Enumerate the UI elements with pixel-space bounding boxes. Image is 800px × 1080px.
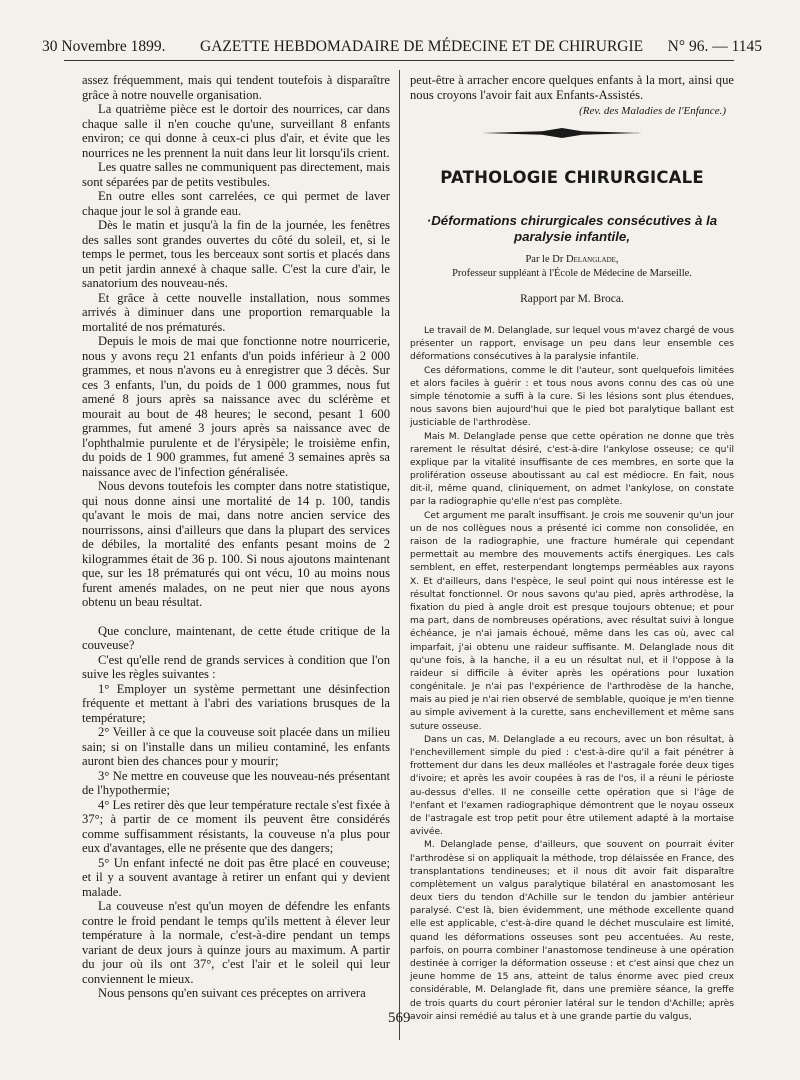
- right-column: [410, 73, 734, 1033]
- author-name: Delanglade,: [565, 254, 619, 265]
- author-affiliation: Professeur suppléant à l'École de Médecine de Marseille.: [452, 268, 692, 279]
- paragraph: Ces déformations, comme le dit l'auteur, sont quelquefois limitées et alors faciles à guérir : et tous nous avons connu des cas où une simple ténotomie a suffi à la cure. Si les lésions sont plus étendues, nous savons bien aujourd'hui que le pied bot paralytique ballant est justiciable de l'arthrodèse.: [410, 365, 734, 429]
- section-title: PATHOLOGIE CHIRURGICALE: [440, 168, 704, 187]
- paragraph: M. Delanglade pense, d'ailleurs, que souvent on pourrait éviter l'arthrodèse si on appliquait la méthode, trop délaissée en France, des transplantations tendineuses; et il nous dit avoir fait disparaître complètement un valgus paralytique bilatéral en anastomosant les deux tiers du tendon d'Achille sur le tendon du jambier antérieur paralysé. C'est là, bien évidemment, une méthode excellente quand elle est applicable, c'est-à-dire quand le déchet musculaire est limité, quand les déformations osseuses sont peu accentuées. Au reste, parfois, on pourra combiner l'anastomose tendineuse à une opération destinée à corriger la déformation osseuse : et c'est ainsi que chez un jeune homme de 15 ans, atteint de talus énorme avec pied creux considérable, M. Delanglade fit, dans une première séance, la greffe de trois quarts du court péronier latéral sur le tendon d'Achille; après avoir ainsi remédié au talus et à une grande partie du valgus,: [410, 840, 734, 1022]
- paragraph: Les quatre salles ne communiquent pas directement, mais sont séparées par de petits vestibules.: [82, 160, 390, 189]
- paragraph: Depuis le mois de mai que fonctionne notre nourricerie, nous y avons reçu 21 enfants d'un poids inférieur à 2 000 grammes, et nous n'avons eu à enregistrer que 3 décès. Sur ces 3 enfants, l'un, du poids de 1 000 grammes, nous fut amené 8 jours après sa naissance avec du sclérème et mourait au bout de 48 heures; le second, pesant 1 600 grammes, fut amené 3 jours après sa naissance avec de l'ophthalmie purulente et de l'érysipèle; le troisième enfin, du poids de 1 900 grammes, fut amené 3 semaines après sa naissance avec de l'infection généralisée.: [82, 334, 390, 479]
- paragraph: Que conclure, maintenant, de cette étude critique de la couveuse?: [82, 623, 390, 652]
- paragraph: Dans un cas, M. Delanglade a eu recours, avec un bon résultat, à l'enchevillement simple du pied : c'est-à-dire qu'il a fait pénétrer à frottement dur dans les deux malléoles et l'astragale forée deux tiges d'ivoire; et après les avoir coupées à ras de l'os, il a réuni le périoste au-dessus d'elles. Il ne conseille cette opération que si l'âge de l'enfant et l'examen radiographique démontrent que le noyau osseux de l'astragale est trop petit pour être utilement adapté à la mortaise avivée.: [410, 734, 734, 838]
- page-number: 569: [388, 1010, 411, 1026]
- paragraph: Le travail de M. Delanglade, sur lequel vous m'avez chargé de vous présenter un rapport, envisage un peu dans leur ensemble ces déformations consécutives à la paralysie infantile.: [410, 326, 734, 363]
- source-citation: (Rev. des Maladies de l'Enfance.): [579, 105, 726, 117]
- article-body: [410, 325, 734, 1024]
- paragraph: Cet argument me paraît insuffisant. Je crois me souvenir qu'un jour un de nos collègues nous a présenté ici comme non consolidée, en raison de la radiographie, une fracture humérale qui cependant permettait au membre des mouvements actifs énergiques. Les cals semblent, en effet, resterpendant longtemps perméables aux rayons X. Et d'ailleurs, dans l'espèce, le seul point qui nous intéresse est le résultat fonctionnel. Or nous savons qu'au pied, après arthrodèse, la fixation du pied à angle droit est presque toujours obtenue; et pour ma part, dans de nombreuses opérations, avec résultat suivi à longue échéance, je n'ai jamais échoué, même dans les cas où, avec cal imparfait, j'ai obtenu une raideur suffisante. M. Delanglade nous dit qu'une fois, à la hanche, il a eu un résultat nul, et il l'oppose à la raideur si difficile à éviter après les opérations pour luxation congénitale. Je n'ai pas l'expérience de l'arthrodèse de la hanche, mais au pied je n'ai rien observé de semblable, quoique je m'en tienne au simple avivement à la curette, sans enchevillement et même sans suture osseuse.: [410, 510, 734, 732]
- paragraph: En outre elles sont carrelées, ce qui permet de laver chaque jour le sol à grande eau.: [82, 189, 390, 218]
- paragraph: La quatrième pièce est le dortoir des nourrices, car dans chaque salle il n'en couche qu'une, surveillant 8 enfants environ; ce qui donne à ceux-ci plus d'air, et évite que les nourrices ne les prennent la nuit dans leur lit lorsqu'ils crient.: [82, 102, 390, 160]
- article-title: ·Déformations chirurgicales consécutives à la paralysie infantile,: [426, 213, 718, 244]
- running-header: [42, 38, 762, 60]
- continuation-text: peut-être à arracher encore quelques enfants à la mort, ainsi que nous croyons l'avoir fait aux Enfants-Assistés.: [410, 73, 734, 102]
- list-item: 5° Un enfant infecté ne doit pas être placé en couveuse; et il y a souvent avantage à retirer un enfant qui y devient malade.: [82, 855, 390, 899]
- column-divider: [399, 70, 400, 1040]
- list-item: 2° Veiller à ce que la couveuse soit placée dans un milieu sain; si on l'installe dans un milieu contaminé, les enfants auront bien des chances pour y mourir;: [82, 725, 390, 768]
- list-item: 3° Ne mettre en couveuse que les nouveau-nés présentant de l'hypothermie;: [82, 768, 390, 797]
- paragraph: Nous pensons qu'en suivant ces préceptes on arrivera: [98, 986, 366, 1000]
- list-item: 4° Les retirer dès que leur température rectale s'est fixée à 37°; à partir de ce moment ils peuvent être considérés comme suffisamment résistants, la couveuse n'a plus pour eux d'avantages, elle ne présente que des dangers;: [82, 797, 390, 855]
- paragraph: Et grâce à cette nouvelle installation, nous sommes arrivés à diminuer dans une proportion remarquable la mortalité de nos prématurés.: [82, 290, 390, 334]
- list-item: 1° Employer un système permettant une désinfection fréquente et mettant à l'abri des variations brusques de la température;: [82, 681, 390, 725]
- left-column: [82, 73, 390, 1033]
- journal-title: GAZETTE HEBDOMADAIRE DE MÉDECINE ET DE CHIRURGIE: [200, 38, 644, 55]
- paragraph: C'est qu'elle rend de grands services à condition que l'on suive les règles suivantes :: [82, 652, 390, 681]
- section-ornament: [410, 124, 734, 146]
- paragraph: Mais M. Delanglade pense que cette opération ne donne que très rarement le résultat désiré, c'est-à-dire l'ankylose osseuse; ce qu'il explique par la vitalité insuffisante de ces membres, en sorte que la prolifération osseuse aboutissant au cal est médiocre. En fait, nous dit-il, même quand, cliniquement, on admet l'ankylose, on constate par la radiographie qu'elle n'est pas complète.: [410, 431, 734, 508]
- report-line: Rapport par M. Broca.: [520, 293, 624, 305]
- header-rule: [64, 60, 734, 61]
- continuation-block: [410, 73, 734, 102]
- paragraph: assez fréquemment, mais qui tendent toutefois à disparaître grâce à notre nouvelle organisation.: [82, 73, 390, 102]
- paragraph: Nous devons toutefois les compter dans notre statistique, qui nous donne ainsi une mortalité de 14 p. 100, tandis qu'avant le mois de mai, dans notre ancien service des nourrissons, ainsi d'ailleurs que dans la plupart des services de débiles, la mortalité des enfants pesant moins de 2 kilogrammes était de 36 p. 100. Si nous ajoutons maintenant que, sur les 18 prématurés qui ont vécu, 10 au moins nous furent amenés malades, on ne peut nier que nous ayons obtenu un beau résultat.: [82, 479, 390, 609]
- paragraph: La couveuse n'est qu'un moyen de défendre les enfants contre le froid pendant le temps qu'ils mettent à élever leur température à la normale, c'est-à-dire pendant un temps variant de deux jours à quinze jours au maximum. A partir du jour où ils ont 37°, c'est l'air et le soleil qui leur conviennent le mieux.: [82, 899, 390, 986]
- issue-date: 30 Novembre 1899.: [42, 38, 166, 55]
- issue-page-reference: N° 96. — 1145: [667, 38, 762, 55]
- byline: [410, 253, 734, 267]
- ornament-rule-icon: [482, 128, 642, 138]
- paragraph: Dès le matin et jusqu'à la fin de la journée, les fenêtres des salles sont grandes ouvertes du côté du soleil, et, si le temps le permet, tous les berceaux sont sortis et placés dans un petit jardin annexé à chaque salle. C'est la cure d'air, le sanatorium des nouveau-nés.: [82, 218, 390, 290]
- byline-prefix: Par le Dr: [525, 254, 564, 265]
